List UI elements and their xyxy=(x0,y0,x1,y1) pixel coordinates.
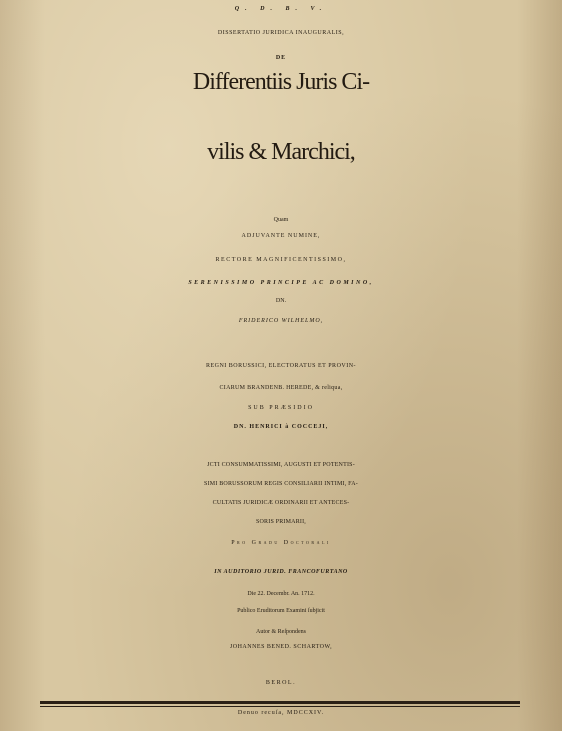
regni-line-2: CIARUM BRANDENB. HEREDE, & reliqua, xyxy=(219,385,343,391)
praeses-title-4: SORIS PRIMARII, xyxy=(255,519,306,525)
praeses-name: DN. HENRICI à COCCEJI, xyxy=(233,424,329,430)
autor-line: Autor & Reſpondens xyxy=(256,629,306,635)
quam-text: Quam xyxy=(273,217,289,223)
praeses-title-2: SIMI BORUSSORUM REGIS CONSILIARII INTIMI, FA- xyxy=(204,481,358,487)
praeses-title-1: JCTI CONSUMMATISSIMI, AUGUSTI ET POTENTIS- xyxy=(207,462,355,468)
auditorio-line: IN AUDITORIO JURID. FRANCOFURTANO xyxy=(214,569,348,575)
publico-line: Publico Eruditorum Examini ſubjicit xyxy=(237,608,325,614)
imprint-line: Denuo recuſa, MDCCXIV. xyxy=(237,710,325,716)
serenissimo-line: SERENISSIMO PRINCIPE AC DOMINO, xyxy=(188,280,374,286)
regni-line-1: REGNI BORUSSICI, ELECTORATUS ET PROVIN- xyxy=(205,363,357,369)
pro-gradu: Pro Gradu Doctorali xyxy=(231,540,331,546)
divider-rule xyxy=(40,701,520,704)
title-line-2: vilis & Marchici, xyxy=(207,139,355,165)
de-label: DE xyxy=(275,55,287,61)
dn-label: DN. xyxy=(275,298,287,304)
dissertation-heading: DISSERTATIO JURIDICA INAUGURALIS, xyxy=(217,30,345,36)
divider-rule-thin xyxy=(40,706,520,707)
author-place: BEROL. xyxy=(265,680,297,686)
adjuvante-line: ADJUVANTE NUMINE, xyxy=(241,233,321,239)
qdbv-invocation: Q. D. B. V. xyxy=(234,6,328,12)
rector-name: FRIDERICO WILHELMO, xyxy=(238,318,324,324)
author-name: JOHANNES BENED. SCHARTOW, xyxy=(229,644,333,650)
date-line: Die 22. Decembr. An. 1712. xyxy=(247,591,315,597)
sub-praesidio: SUB PRÆSIDIO xyxy=(248,405,314,411)
title-line-1: Differentiis Juris Ci- xyxy=(192,69,370,95)
rectore-line: RECTORE MAGNIFICENTISSIMO, xyxy=(215,257,347,263)
praeses-title-3: CULTATIS JURIDICÆ ORDINARII ET ANTECES- xyxy=(212,500,350,506)
